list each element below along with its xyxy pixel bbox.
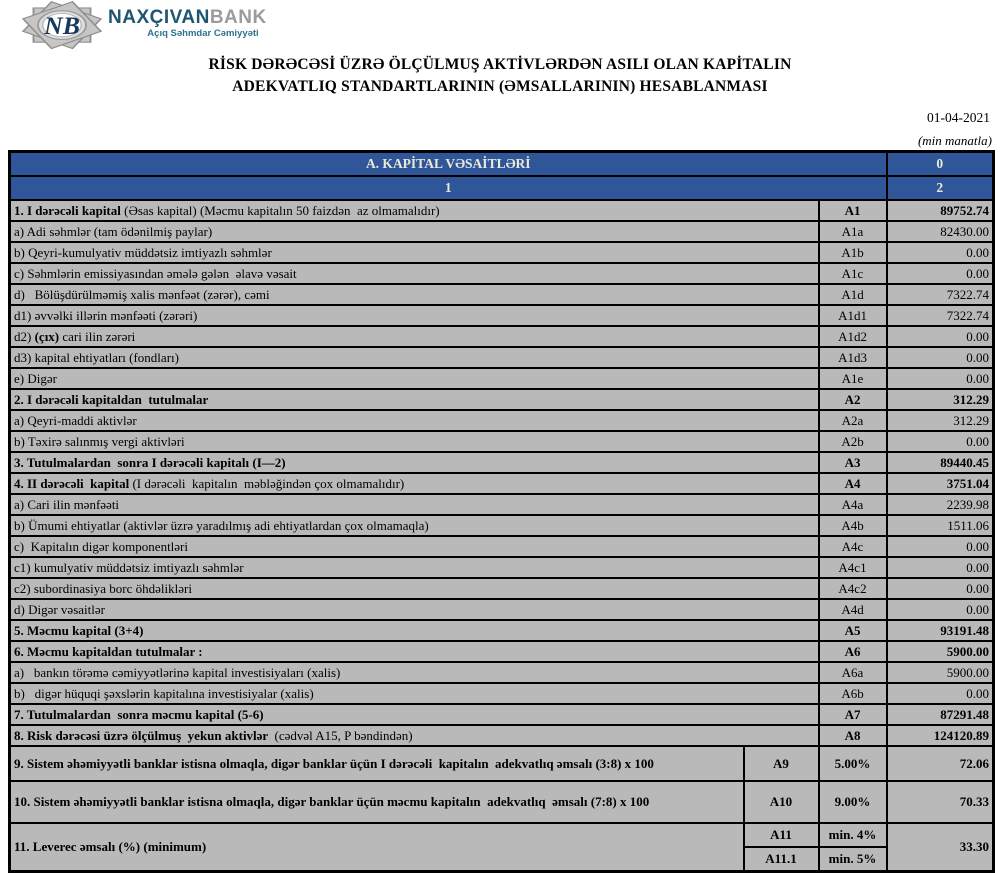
col-num-left: 1 (10, 176, 887, 200)
row-value: 89752.74 (887, 200, 994, 221)
row-label (10, 305, 819, 326)
row-label-segment: e) Digər (14, 370, 57, 386)
row-label: 11. Leverec əmsalı (%) (minimum) (10, 823, 744, 872)
section-header-cell: A. KAPİTAL VƏSAİTLƏRİ (10, 152, 887, 177)
row-code: A7 (819, 704, 887, 725)
table-row-ratio-a10 (10, 781, 994, 823)
row-code: A1d2 (819, 326, 887, 347)
row-label (10, 620, 819, 641)
bank-name-primary: NAXÇIVAN (108, 7, 210, 28)
row-value: 33.30 (887, 823, 994, 872)
row-label (10, 347, 819, 368)
document-title-line2: ADEKVATLIQ STANDARTLARININ (ƏMSALLARININ) HESABLANMASI (232, 78, 768, 95)
row-code: A6 (819, 641, 887, 662)
row-label-segment: b) digər hüquqi şəxslərin kapitalına investisiyalar (xalis) (14, 685, 314, 701)
row-code: A4c (819, 536, 887, 557)
table-row (10, 431, 994, 452)
row-label (10, 326, 819, 347)
row-label-segment: a) bankın törəmə cəmiyyətlərinə kapital investisiyaları (xalis) (14, 664, 341, 680)
row-label: 9. Sistem əhəmiyyətli banklar istisna olmaqla, digər banklar üçün I dərəcəli kapitalın adekvatlıq əmsalı (3:8) x 100 (10, 746, 744, 781)
row-code: A1d1 (819, 305, 887, 326)
row-value: 0.00 (887, 557, 994, 578)
row-percent: 9.00% (819, 781, 887, 823)
table-row (10, 305, 994, 326)
row-value: 0.00 (887, 536, 994, 557)
table-row (10, 452, 994, 473)
row-code: A2 (819, 389, 887, 410)
document-title (0, 54, 1000, 98)
row-label (10, 431, 819, 452)
table-row-ratio-a9 (10, 746, 994, 781)
row-label (10, 683, 819, 704)
row-value: 0.00 (887, 368, 994, 389)
row-value: 5900.00 (887, 641, 994, 662)
row-label (10, 557, 819, 578)
row-label-segment: 2. I dərəcəli kapitaldan tutulmalar (14, 391, 209, 407)
report-date: 01-04-2021 (927, 110, 990, 125)
row-label (10, 536, 819, 557)
row-label (10, 263, 819, 284)
table-row (10, 578, 994, 599)
row-label (10, 200, 819, 221)
section-header-row (10, 152, 994, 177)
table-row (10, 389, 994, 410)
row-label-segment: (çıx) (34, 328, 60, 344)
unit-note: (min manatla) (917, 133, 992, 148)
row-value: 0.00 (887, 347, 994, 368)
row-label-segment: d2) (14, 328, 35, 344)
row-value: 70.33 (887, 781, 994, 823)
row-label (10, 494, 819, 515)
row-value: 312.29 (887, 389, 994, 410)
table-row (10, 200, 994, 221)
col-header-value: 0 (887, 152, 994, 177)
table-row (10, 557, 994, 578)
row-value: 87291.48 (887, 704, 994, 725)
row-label-segment: b) Təxirə salınmış vergi aktivləri (14, 433, 185, 449)
row-value: 0.00 (887, 263, 994, 284)
row-label (10, 221, 819, 242)
table-row (10, 641, 994, 662)
row-percent: min. 4% (819, 823, 887, 847)
row-label (10, 599, 819, 620)
row-label-segment: 7. Tutulmalardan sonra məcmu kapital (5-6) (14, 706, 264, 722)
row-value: 0.00 (887, 599, 994, 620)
table-row (10, 242, 994, 263)
row-code: A2a (819, 410, 887, 431)
row-label-segment: d3) kapital ehtiyatları (fondları) (14, 349, 179, 365)
row-value: 1511.06 (887, 515, 994, 536)
row-label-segment: d1) əvvəlki illərin mənfəəti (zərəri) (14, 307, 198, 323)
table-row (10, 410, 994, 431)
row-percent: 5.00% (819, 746, 887, 781)
table-row (10, 725, 994, 746)
row-code: A1c (819, 263, 887, 284)
row-label (10, 473, 819, 494)
row-label (10, 641, 819, 662)
row-label (10, 242, 819, 263)
row-label-segment: 8. Risk dərəcəsi üzrə ölçülmuş yekun aktivlər (14, 727, 275, 743)
bank-monogram: NB (44, 11, 80, 41)
row-value: 5900.00 (887, 662, 994, 683)
row-value: 93191.48 (887, 620, 994, 641)
table-row (10, 221, 994, 242)
table-row (10, 494, 994, 515)
row-code: A6a (819, 662, 887, 683)
row-label-segment: (Əsas kapital) (Məcmu kapitalın 50 faizdən az olmamalıdır) (124, 202, 440, 218)
row-label-segment: c2) subordinasiya borc öhdəlikləri (14, 580, 192, 596)
row-label (10, 725, 819, 746)
table-row (10, 620, 994, 641)
row-code: A1e (819, 368, 887, 389)
row-label (10, 515, 819, 536)
row-label-segment: (I dərəcəli kapitalın məbləğindən çox olmamalıdır) (132, 475, 405, 491)
row-label-segment: d) Bölüşdürülməmiş xalis mənfəət (zərər), cəmi (14, 286, 270, 302)
row-value: 0.00 (887, 683, 994, 704)
row-label-segment: d) Digər vəsaitlər (14, 601, 105, 617)
row-label-segment: c) Kapitalın digər komponentləri (14, 538, 189, 554)
row-label (10, 662, 819, 683)
row-label-segment: cari ilin zərəri (59, 328, 136, 344)
row-label (10, 410, 819, 431)
capital-rows (10, 200, 994, 746)
table-row (10, 536, 994, 557)
row-label-segment: 5. Məcmu kapital (3+4) (14, 622, 144, 638)
row-label-segment: a) Qeyri-maddi aktivlər (14, 412, 137, 428)
row-value: 0.00 (887, 242, 994, 263)
table-row (10, 326, 994, 347)
row-code: A11 (744, 823, 819, 847)
table-row (10, 599, 994, 620)
table-row (10, 347, 994, 368)
row-value: 312.29 (887, 410, 994, 431)
row-label (10, 578, 819, 599)
row-label-segment: 4. II dərəcəli kapital (14, 475, 133, 491)
row-code: A1 (819, 200, 887, 221)
column-number-row (10, 176, 994, 200)
table-row (10, 704, 994, 725)
row-value: 89440.45 (887, 452, 994, 473)
row-value: 124120.89 (887, 725, 994, 746)
row-label (10, 452, 819, 473)
row-code: A4c1 (819, 557, 887, 578)
row-code: A4 (819, 473, 887, 494)
row-value: 82430.00 (887, 221, 994, 242)
row-label-segment: c1) kumulyativ müddətsiz imtiyazlı səhmlər (14, 559, 244, 575)
row-code: A6b (819, 683, 887, 704)
row-value: 3751.04 (887, 473, 994, 494)
row-label-segment: c) Səhmlərin emissiyasından əmələ gələn əlavə vəsait (14, 265, 297, 281)
table-row (10, 284, 994, 305)
row-label: 10. Sistem əhəmiyyətli banklar istisna olmaqla, digər banklar üçün məcmu kapitalın adekvatlıq əmsalı (7:8) x 100 (10, 781, 744, 823)
col-num-right: 2 (887, 176, 994, 200)
capital-table (8, 150, 995, 873)
bank-name (108, 8, 267, 27)
row-label-segment: 3. Tutulmalardan sonra I dərəcəli kapitalı (I—2) (14, 454, 286, 470)
row-value: 7322.74 (887, 284, 994, 305)
document-title-line1: RİSK DƏRƏCƏSİ ÜZRƏ ÖLÇÜLMUŞ AKTİVLƏRDƏN ASILI OLAN KAPİTALIN (208, 56, 792, 73)
row-label (10, 704, 819, 725)
row-label-segment: 6. Məcmu kapitaldan tutulmalar : (14, 643, 203, 659)
row-code: A1b (819, 242, 887, 263)
row-code: A4d (819, 599, 887, 620)
row-value: 0.00 (887, 578, 994, 599)
row-code: A4a (819, 494, 887, 515)
row-value: 0.00 (887, 326, 994, 347)
row-code: A4b (819, 515, 887, 536)
row-value: 0.00 (887, 431, 994, 452)
row-percent: min. 5% (819, 847, 887, 872)
bank-seal-icon (16, 0, 108, 54)
row-label-segment: a) Cari ilin mənfəəti (14, 496, 120, 512)
bank-subtitle: Açıq Səhmdar Cəmiyyəti (147, 28, 259, 39)
bank-name-secondary: BANK (209, 7, 267, 28)
table-row (10, 683, 994, 704)
row-value: 7322.74 (887, 305, 994, 326)
row-code: A9 (744, 746, 819, 781)
row-label (10, 389, 819, 410)
row-code: A1d3 (819, 347, 887, 368)
row-code: A3 (819, 452, 887, 473)
row-label (10, 368, 819, 389)
row-label-segment: b) Qeyri-kumulyativ müddətsiz imtiyazlı səhmlər (14, 244, 272, 260)
row-code: A8 (819, 725, 887, 746)
row-label-segment: a) Adi səhmlər (tam ödənilmiş paylar) (14, 223, 213, 239)
row-code: A1d (819, 284, 887, 305)
row-label-segment: b) Ümumi ehtiyatlar (aktivlər üzrə yaradılmış adi ehtiyatlardan çox olmamaqla) (14, 517, 429, 533)
row-label-segment: 1. I dərəcəli kapital (14, 202, 125, 218)
row-code: A10 (744, 781, 819, 823)
bank-logo (16, 0, 336, 52)
row-code: A1a (819, 221, 887, 242)
row-code: A11.1 (744, 847, 819, 872)
row-value: 72.06 (887, 746, 994, 781)
row-label (10, 284, 819, 305)
row-code: A5 (819, 620, 887, 641)
row-label-segment: (cədvəl A15, P bəndindən) (274, 727, 413, 743)
table-row (10, 515, 994, 536)
row-code: A4c2 (819, 578, 887, 599)
table-row (10, 368, 994, 389)
table-row (10, 263, 994, 284)
table-row-leverage-a11 (10, 823, 994, 847)
table-row (10, 662, 994, 683)
table-row (10, 473, 994, 494)
row-code: A2b (819, 431, 887, 452)
row-value: 2239.98 (887, 494, 994, 515)
